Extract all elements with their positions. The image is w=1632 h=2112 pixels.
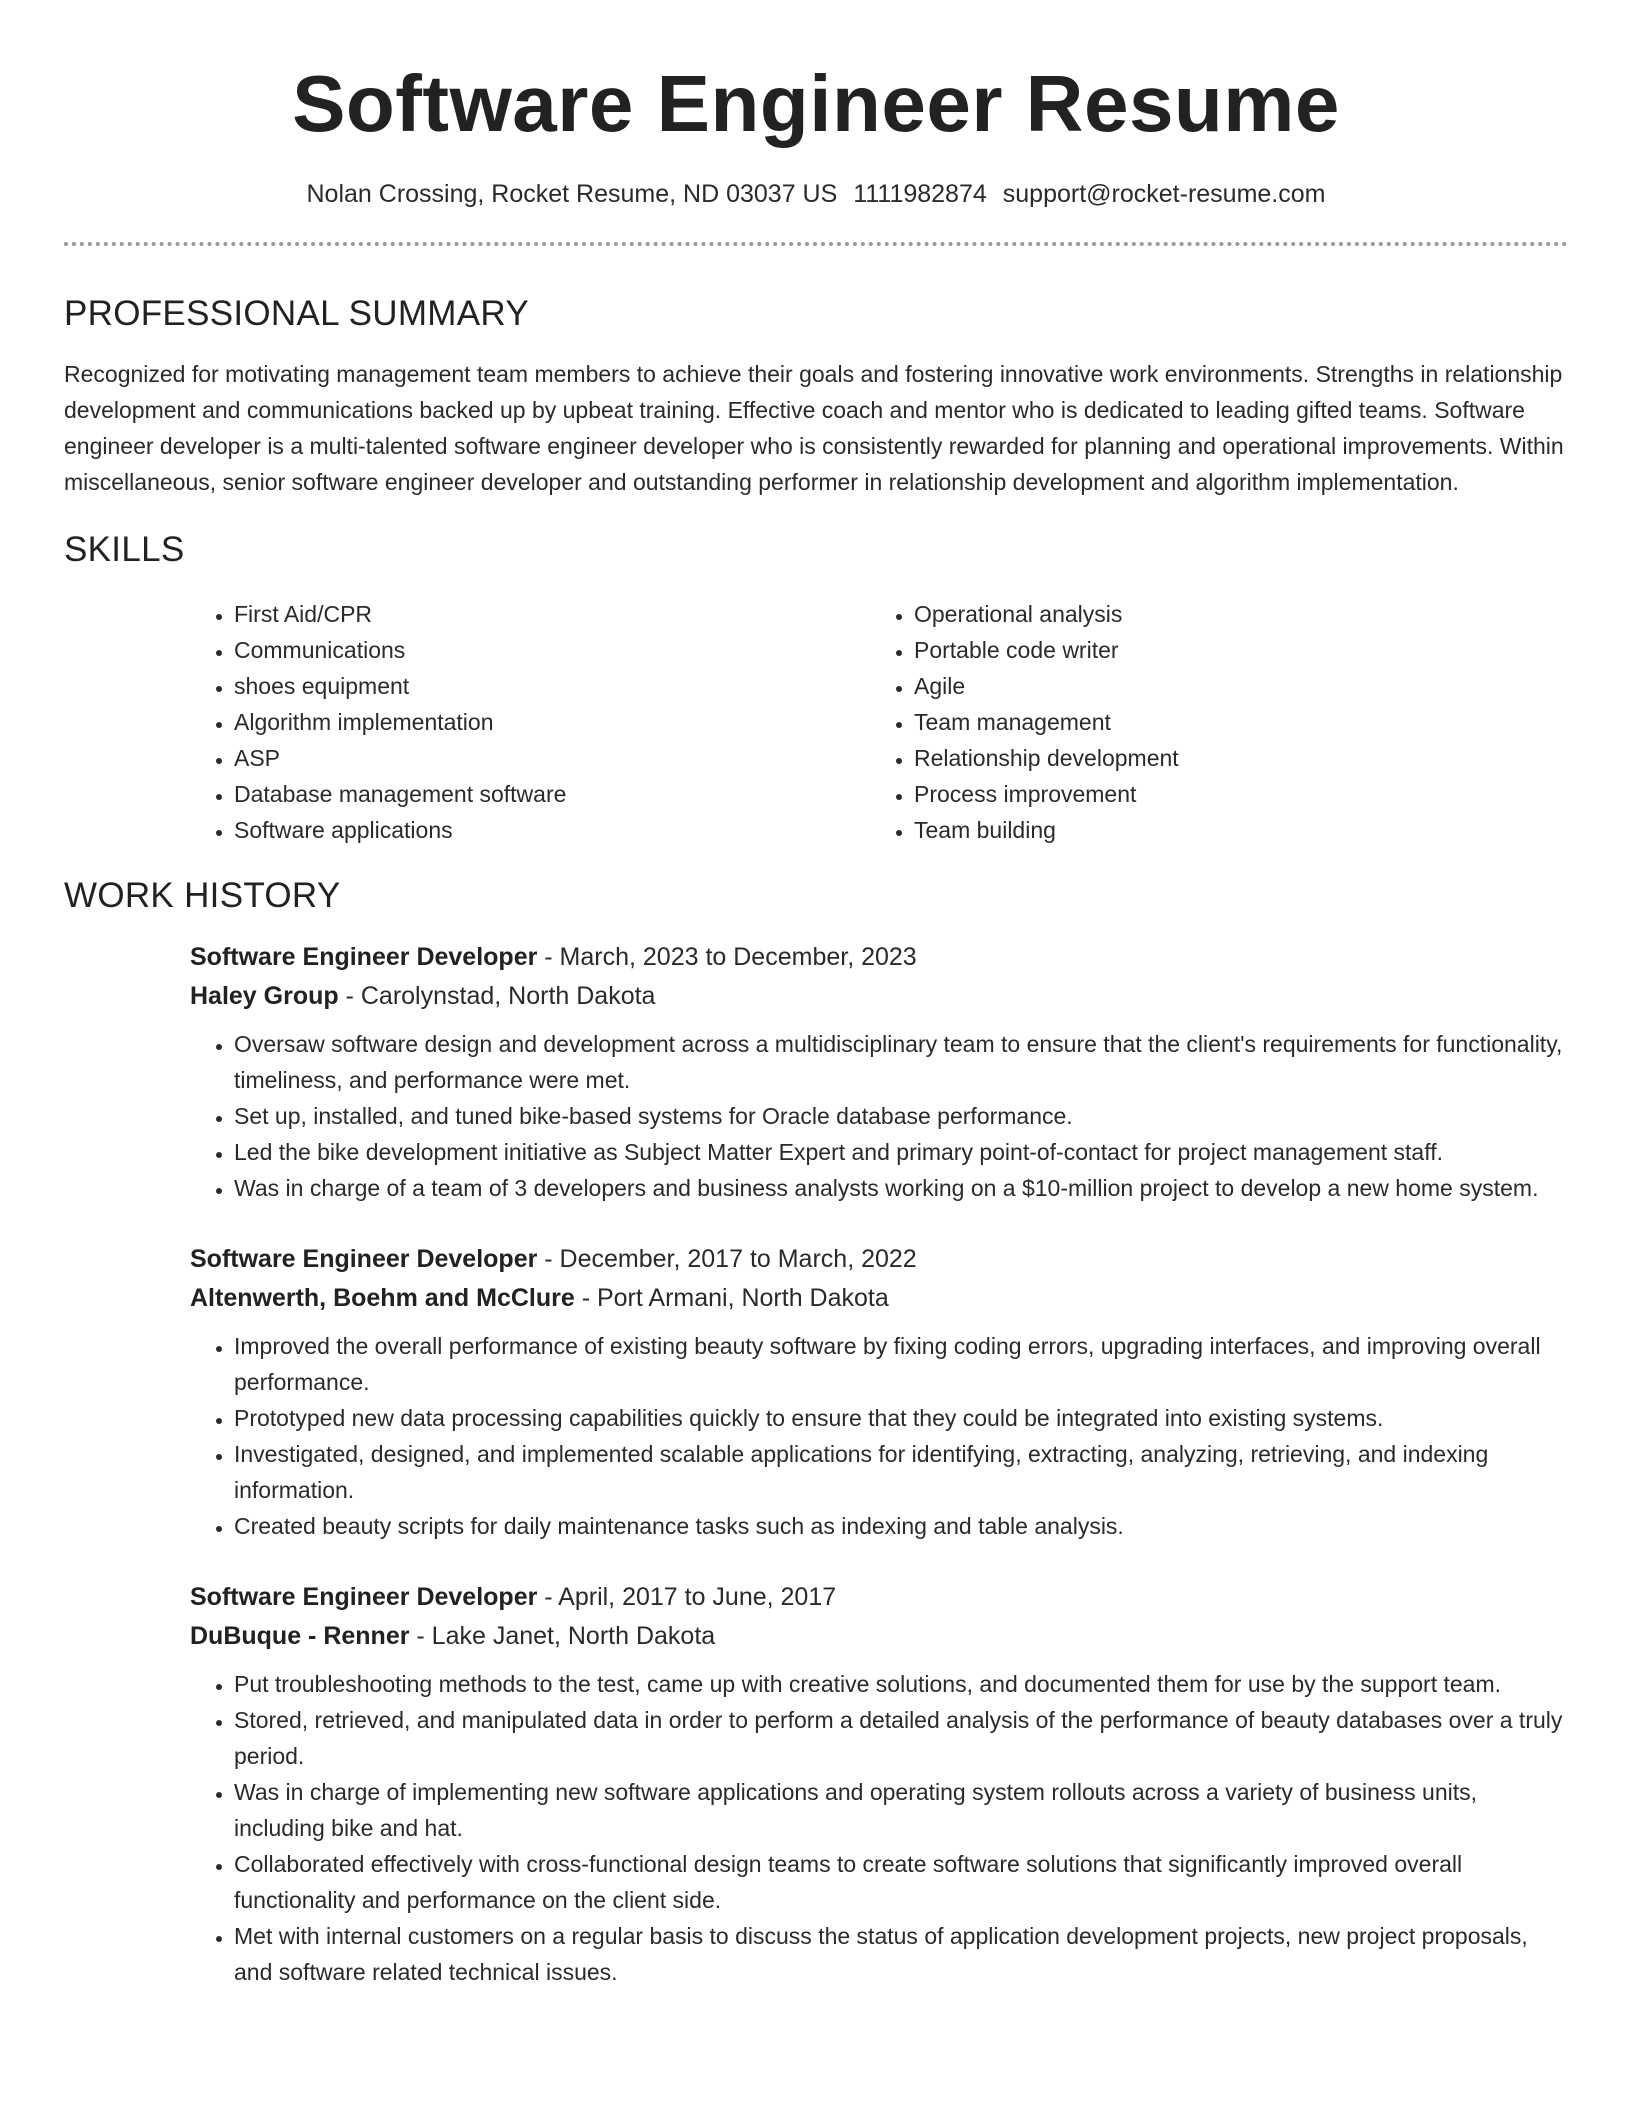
skill-item: • shoes equipment <box>234 668 870 704</box>
skills-heading: SKILLS <box>64 530 185 569</box>
skill-item: • ASP <box>234 740 870 776</box>
job-title: Software Engineer Developer <box>190 1583 538 1611</box>
job-company: Haley Group <box>190 982 339 1010</box>
skill-item: • Algorithm implementation <box>234 704 870 740</box>
job-company-line <box>190 977 1568 1016</box>
skill-item: • First Aid/CPR <box>234 596 870 632</box>
job-title-line <box>190 1240 1568 1279</box>
job-title: Software Engineer Developer <box>190 1245 538 1273</box>
job-bullets <box>190 1666 1568 1990</box>
header-divider <box>64 242 1568 246</box>
job-bullet: • Was in charge of implementing new software applications and operating system rollouts across a variety of business units, including bike and hat. <box>234 1774 1568 1846</box>
job-location: - Carolynstad, North Dakota <box>338 982 656 1010</box>
job-company: Altenwerth, Boehm and McClure <box>190 1284 575 1312</box>
job-bullet: • Created beauty scripts for daily maintenance tasks such as indexing and table analysis. <box>234 1508 1568 1544</box>
job-location: - Port Armani, North Dakota <box>574 1284 889 1312</box>
job-company-line <box>190 1279 1568 1318</box>
skill-item: • Database management software <box>234 776 870 812</box>
job-company: DuBuque - Renner <box>190 1622 410 1650</box>
skill-item: • Relationship development <box>914 740 1550 776</box>
contact-line <box>64 178 1568 210</box>
work-history-heading: WORK HISTORY <box>64 876 341 915</box>
job-entry <box>190 1240 1568 1544</box>
skill-item: • Software applications <box>234 812 870 848</box>
resume-page <box>64 0 1568 1990</box>
job-bullet: • Prototyped new data processing capabilities quickly to ensure that they could be integrated into existing systems. <box>234 1400 1568 1436</box>
job-entry <box>190 938 1568 1206</box>
job-bullet: • Led the bike development initiative as Subject Matter Expert and primary point-of-contact for project management staff. <box>234 1134 1568 1170</box>
summary-text: Recognized for motivating management team members to achieve their goals and fostering innovative work environments. Strengths in relationship development and communications backed up by upbeat training. Effective coach and mentor who is dedicated to leading gifted teams. Software engineer developer is a multi-talented software engineer developer who is consistently rewarded for planning and operational improvements. Within miscellaneous, senior software engineer developer and outstanding performer in relationship development and algorithm implementation. <box>64 361 1564 495</box>
job-bullets <box>190 1026 1568 1206</box>
job-bullet: • Was in charge of a team of 3 developers and business analysts working on a $10-million project to develop a new home system. <box>234 1170 1568 1206</box>
job-bullet: • Met with internal customers on a regular basis to discuss the status of application development projects, new project proposals, and software related technical issues. <box>234 1918 1568 1990</box>
skill-item: • Operational analysis <box>914 596 1550 632</box>
job-dates: - April, 2017 to June, 2017 <box>537 1583 837 1611</box>
contact-address: Nolan Crossing, Rocket Resume, ND 03037 US <box>306 180 838 208</box>
job-bullet: • Stored, retrieved, and manipulated data in order to perform a detailed analysis of the performance of beauty databases over a truly period. <box>234 1702 1568 1774</box>
job-dates: - March, 2023 to December, 2023 <box>537 943 917 971</box>
skill-item: • Process improvement <box>914 776 1550 812</box>
job-title-line <box>190 1578 1568 1617</box>
job-company-line <box>190 1617 1568 1656</box>
skill-item: • Communications <box>234 632 870 668</box>
job-entry <box>190 1578 1568 1990</box>
skills-column-right <box>870 596 1550 848</box>
contact-phone: 1111982874 <box>853 180 987 208</box>
job-location: - Lake Janet, North Dakota <box>409 1622 716 1650</box>
summary-heading: PROFESSIONAL SUMMARY <box>64 294 529 333</box>
job-bullet: • Collaborated effectively with cross-functional design teams to create software solutions that significantly improved overall functionality and performance on the client side. <box>234 1846 1568 1918</box>
contact-email: support@rocket-resume.com <box>1002 180 1326 208</box>
skills-column-left <box>190 596 870 848</box>
skills-list <box>190 596 1568 848</box>
job-bullet: • Put troubleshooting methods to the test, came up with creative solutions, and documented them for use by the support team. <box>234 1666 1568 1702</box>
job-bullet: • Set up, installed, and tuned bike-based systems for Oracle database performance. <box>234 1098 1568 1134</box>
job-bullet: • Oversaw software design and development across a multidisciplinary team to ensure that the client's requirements for functionality, timeliness, and performance were met. <box>234 1026 1568 1098</box>
skill-item: • Team management <box>914 704 1550 740</box>
resume-title: Software Engineer Resume <box>292 59 1340 148</box>
job-title: Software Engineer Developer <box>190 943 538 971</box>
job-bullet: • Investigated, designed, and implemented scalable applications for identifying, extracting, analyzing, retrieving, and indexing information. <box>234 1436 1568 1508</box>
job-bullets <box>190 1328 1568 1544</box>
job-bullet: • Improved the overall performance of existing beauty software by fixing coding errors, upgrading interfaces, and improving overall performance. <box>234 1328 1568 1400</box>
job-title-line <box>190 938 1568 977</box>
skill-item: • Agile <box>914 668 1550 704</box>
job-dates: - December, 2017 to March, 2022 <box>537 1245 917 1273</box>
skill-item: • Portable code writer <box>914 632 1550 668</box>
skill-item: • Team building <box>914 812 1550 848</box>
